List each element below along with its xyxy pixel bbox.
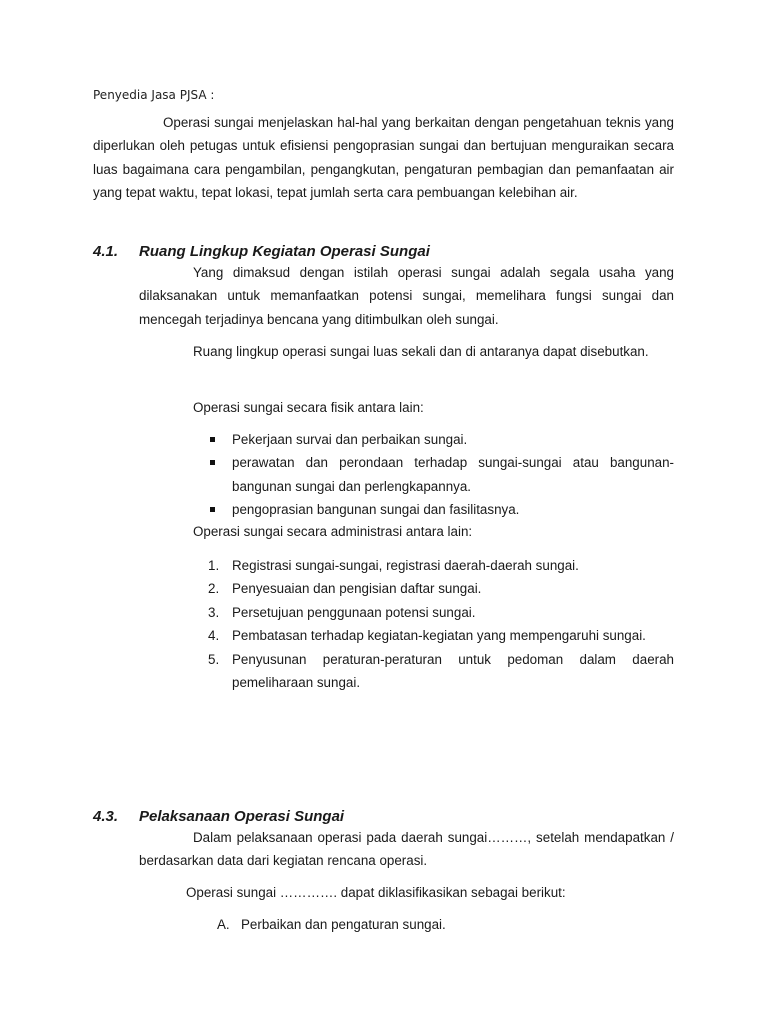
section-41-number: 4.1. [93,243,119,260]
physical-list [208,428,674,522]
section-43-number: 4.3. [93,808,119,825]
section-41-title: Ruang Lingkup Kegiatan Operasi Sungai [139,243,430,260]
intro-paragraph: Operasi sungai menjelaskan hal-hal yang berkaitan dengan pengetahuan teknis yang diperlukan oleh petugas untuk efisiensi pengoprasian sungai dan bertujuan menguraikan secara luas bagaimana cara pengambilan, pengangkutan, pengaturan pembagian dan pemanfaatan air yang tepat waktu, tepat lokasi, tepat jumlah serta cara pembuangan kelebihan air. [93,115,674,200]
list-item: 1. Registrasi sungai-sungai, registrasi daerah-daerah sungai. [208,558,579,573]
alpha-list-item [217,917,446,932]
alpha-marker: A. [217,917,230,932]
list-item: pengoprasian bangunan sungai dan fasilitasnya. [208,498,674,521]
list-item: Pekerjaan survai dan perbaikan sungai. [208,428,674,451]
section-43-title: Pelaksanaan Operasi Sungai [139,808,345,825]
list-item: 3. Persetujuan penggunaan potensi sungai. [208,604,476,620]
classification-intro: Operasi sungai …………. dapat diklasifikasikan sebagai berikut: [186,885,566,900]
bullet-square-icon [210,460,215,465]
section-43-paragraph-1: Dalam pelaksanaan operasi pada daerah sungai………, setelah mendapatkan / berdasarkan data dari kegiatan rencana operasi. [139,830,674,869]
bullet-square-icon [210,507,215,512]
list-item: 2. Penyesuaian dan pengisian daftar sungai. [208,581,482,597]
physical-intro: Operasi sungai secara fisik antara lain: [193,400,424,415]
list-item: 5. Penyusunan peraturan-peraturan untuk pedoman dalam daerah pemeliharaan sungai. [208,651,674,691]
admin-intro: Operasi sungai secara administrasi antara lain: [193,524,473,539]
admin-list [208,554,674,694]
list-item: 4. Pembatasan terhadap kegiatan-kegiatan yang mempengaruhi sungai. [208,628,646,644]
provider-line: Penyedia Jasa PJSA : [93,88,215,102]
list-item: perawatan dan perondaan terhadap sungai-sungai atau bangunan-bangunan sungai dan perlengkapannya. [208,451,674,498]
bullet-square-icon [210,437,215,442]
alpha-item-text: Perbaikan dan pengaturan sungai. [241,917,446,932]
section-41-paragraph-2: Ruang lingkup operasi sungai luas sekali dan di antaranya dapat disebutkan. [193,344,649,359]
section-41-paragraph-1: Yang dimaksud dengan istilah operasi sungai adalah segala usaha yang dilaksanakan untuk memanfaatkan potensi sungai, memelihara fungsi sungai dan mencegah terjadinya bencana yang ditimbulkan oleh sungai. [139,265,674,327]
